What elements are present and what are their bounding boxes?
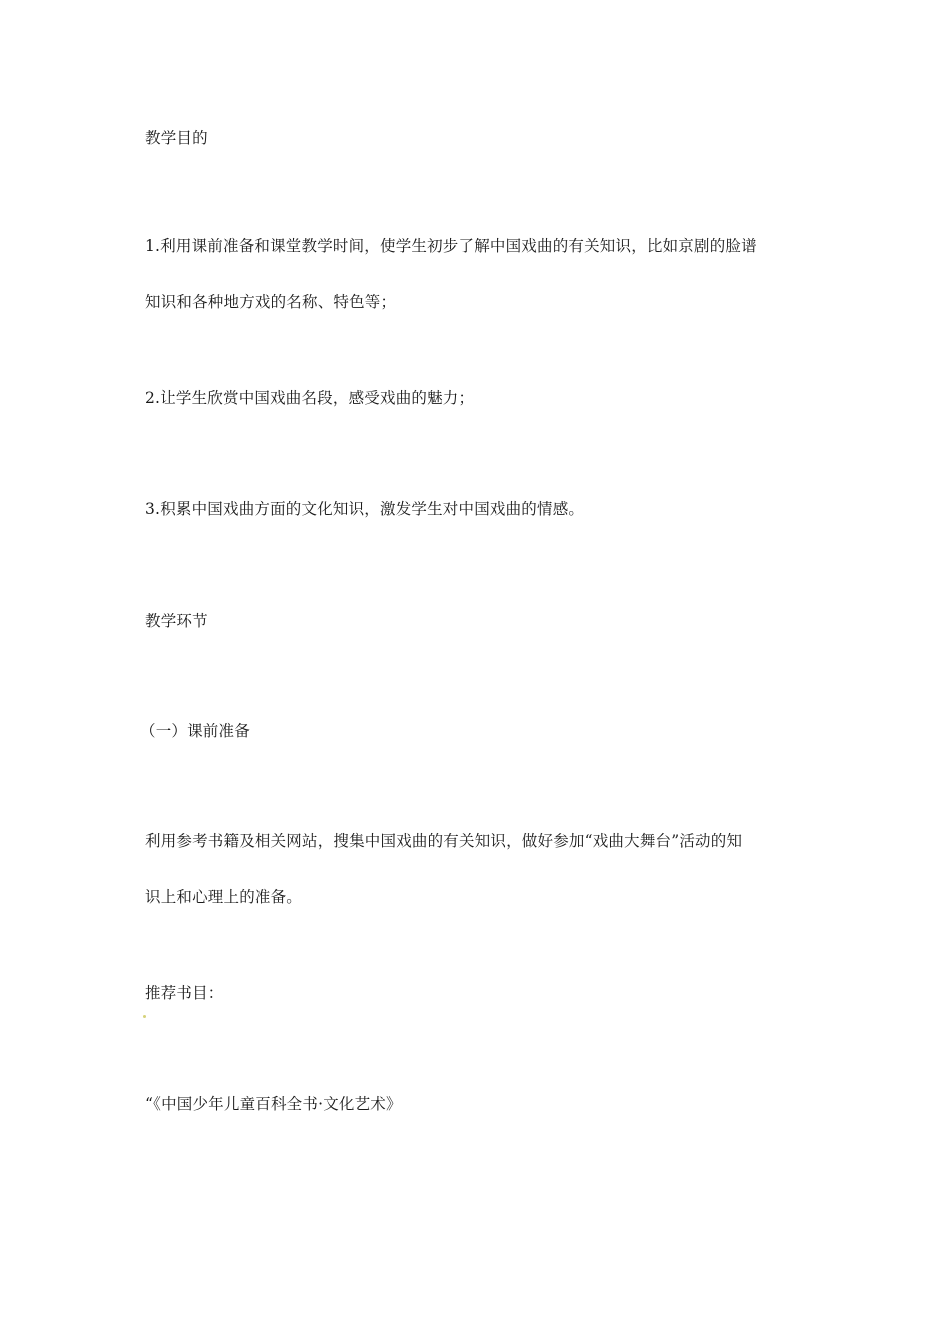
step-1-title: （一）课前准备 <box>140 722 250 740</box>
recommended-books-label: 推荐书目： <box>145 984 224 1002</box>
step-1-body-line-1: 利用参考书籍及相关网站，搜集中国戏曲的有关知识，做好参加“戏曲大舞台”活动的知 <box>145 832 743 850</box>
objective-1 <box>145 218 813 330</box>
objective-3: 3.积累中国戏曲方面的文化知识，激发学生对中国戏曲的情感。 <box>145 500 585 518</box>
recommended-book-1: “《中国少年儿童百科全书·文化艺术》 <box>145 1095 402 1113</box>
step-1-body-line-2: 识上和心理上的准备。 <box>145 888 303 906</box>
objective-2: 2.让学生欣赏中国戏曲名段，感受戏曲的魅力； <box>145 389 475 407</box>
heading-teaching-steps: 教学环节 <box>145 612 208 630</box>
objective-1-line-1: 1.利用课前准备和课堂教学时间，使学生初步了解中国戏曲的有关知识，比如京剧的脸谱 <box>145 237 757 255</box>
heading-teaching-objectives: 教学目的 <box>145 129 208 147</box>
objective-1-line-2: 知识和各种地方戏的名称、特色等； <box>145 293 397 311</box>
step-1-body <box>145 813 813 925</box>
speck-mark <box>143 1015 146 1018</box>
